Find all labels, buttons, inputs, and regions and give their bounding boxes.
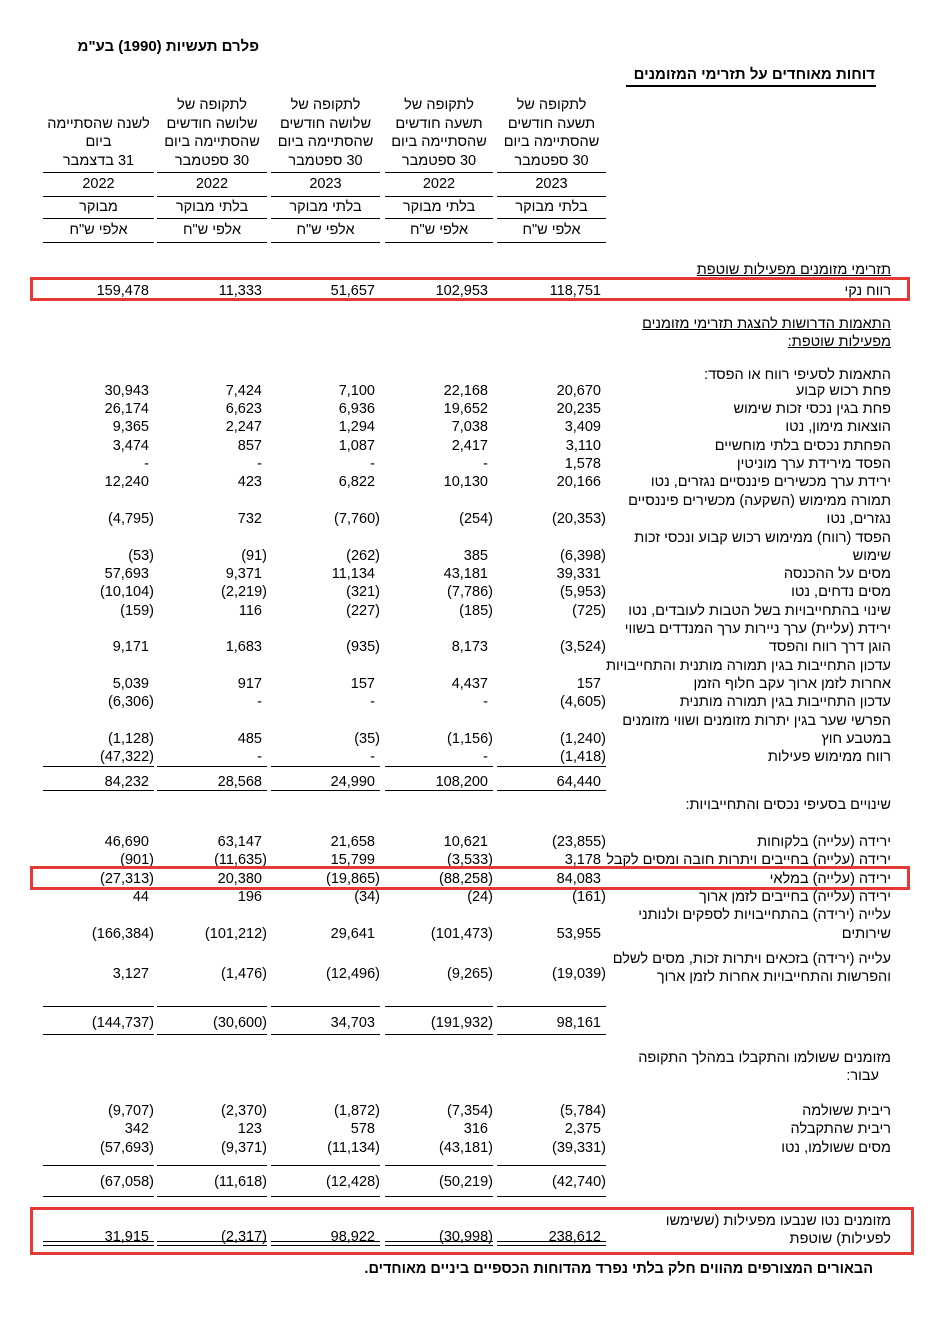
column-sum-rule: [385, 1034, 493, 1035]
cell-value: 10,130: [443, 474, 488, 490]
cell-value: 485: [237, 731, 262, 747]
column-period-line: 30 ספטמבר: [288, 152, 363, 169]
cell-value: 6,623: [225, 401, 262, 417]
column-sum-rule: [271, 1196, 380, 1197]
section-heading: התאמות לסעיפי רווח או הפסד:: [704, 367, 891, 383]
row-label: ירידת (עליית) ערך ניירות ערך המנדדים בשווי: [624, 621, 891, 637]
column-unit: אלפי ש"ח: [69, 222, 128, 238]
cell-value: (7,354): [447, 1103, 493, 1119]
cell-value: (191,932): [430, 1015, 493, 1031]
column-sum-rule: [497, 1006, 606, 1007]
column-audit-status: מבוקר: [79, 199, 118, 215]
column-period-line: 31 בדצמבר: [62, 152, 135, 169]
column-sum-rule: [157, 1165, 267, 1166]
column-period-line: שהסתיימה ביום: [391, 134, 487, 150]
section-heading: מזומנים ששולמו והתקבלו במהלך התקופה: [638, 1050, 891, 1066]
column-period-line: שהסתיימה ביום: [164, 134, 260, 150]
row-label: עלייה (ירידה) בזכאים ויתרות זכות, מסים לשלם: [612, 951, 891, 967]
cell-value: 46,690: [104, 834, 149, 850]
row-label: שינוי בהתחייבויות בשל הטבות לעובדים, נטו: [628, 603, 891, 619]
row-label-continued: אחרות לזמן ארוך עקב חלוף הזמן: [693, 676, 891, 692]
cell-value: 157: [350, 676, 375, 692]
cell-value: (12,428): [325, 1174, 380, 1190]
column-sum-rule: [43, 1196, 154, 1197]
cell-value: (9,371): [221, 1140, 267, 1156]
column-sum-rule: [271, 1034, 380, 1035]
row-label: ירידה (עלייה) בלקוחות: [757, 834, 891, 850]
column-unit: אלפי ש"ח: [296, 222, 355, 238]
row-label: מזומנים נטו שנבעו מפעילות (ששימשו: [665, 1213, 891, 1229]
cell-value: 39,331: [556, 566, 601, 582]
cell-value: (1,240): [560, 731, 606, 747]
cell-value: (321): [346, 584, 380, 600]
column-audit-status: בלתי מבוקר: [515, 199, 588, 215]
row-label-continued: לפעילות) שוטפת: [789, 1231, 891, 1247]
cell-value: 2,375: [564, 1121, 601, 1137]
cell-value: (6,306): [108, 694, 154, 710]
cell-value: (1,156): [447, 731, 493, 747]
cell-value: 24,990: [330, 774, 375, 790]
column-sum-rule: [497, 790, 606, 791]
highlight-inventory: [30, 866, 910, 890]
column-header-rule: [43, 196, 154, 197]
column-sum-rule: [271, 1006, 380, 1007]
column-header-rule: [271, 172, 380, 173]
cell-value: 857: [237, 438, 262, 454]
column-sum-rule: [497, 766, 606, 767]
cell-value: (5,953): [560, 584, 606, 600]
cell-value: (2,317): [221, 1229, 267, 1245]
cell-value: 3,127: [112, 966, 149, 982]
column-header-rule: [271, 242, 380, 243]
row-label: פחת בגין נכסי זכות שימוש: [733, 401, 891, 417]
row-label: הפסד מירידת ערך מוניטין: [736, 456, 891, 472]
column-header-rule: [497, 218, 606, 219]
cell-value: 159,478: [96, 283, 149, 299]
cell-value: -: [370, 694, 375, 710]
cell-value: (53): [128, 548, 154, 564]
cell-value: 57,693: [104, 566, 149, 582]
cell-value: (7,760): [334, 511, 380, 527]
cell-value: (57,693): [99, 1140, 154, 1156]
column-header-rule: [271, 196, 380, 197]
cell-value: 3,178: [564, 852, 601, 868]
cell-value: 30,943: [104, 383, 149, 399]
cell-value: 7,100: [338, 383, 375, 399]
column-sum-rule: [157, 790, 267, 791]
row-label: עלייה (ירידה) בהתחייבויות לספקים ולנותני: [638, 907, 891, 923]
column-sum-rule: [43, 790, 154, 791]
column-header-rule: [157, 242, 267, 243]
column-sum-rule: [385, 1165, 493, 1166]
cell-value: 22,168: [443, 383, 488, 399]
cell-value: (42,740): [551, 1174, 606, 1190]
row-label: ירידה (עלייה) בחייבים ויתרות חובה ומסים לקבל: [606, 852, 891, 868]
cell-value: (101,473): [430, 926, 493, 942]
cell-value: 917: [237, 676, 262, 692]
section-heading: שינויים בסעיפי נכסים והתחייבויות:: [685, 797, 891, 813]
cell-value: 63,147: [217, 834, 262, 850]
cell-value: 51,657: [330, 283, 375, 299]
cell-value: 34,703: [330, 1015, 375, 1031]
column-period-line: תשעה חודשים: [507, 115, 596, 132]
cell-value: 342: [124, 1121, 149, 1137]
cell-value: (43,181): [438, 1140, 493, 1156]
cell-value: -: [257, 694, 262, 710]
row-label: פחת רכוש קבוע: [795, 383, 891, 399]
column-year: 2022: [82, 176, 115, 192]
cell-value: (11,134): [327, 1140, 380, 1156]
column-sum-rule: [497, 1034, 606, 1035]
cell-value: 116: [238, 603, 262, 619]
cell-value: 9,365: [112, 419, 149, 435]
row-label-continued: נגזרים, נטו: [826, 511, 891, 527]
cell-value: (4,605): [560, 694, 606, 710]
column-audit-status: בלתי מבוקר: [402, 199, 476, 215]
cell-value: 53,955: [556, 926, 601, 942]
cell-value: 15,799: [330, 852, 375, 868]
company-name: פלרם תעשיות (1990) בע"מ: [77, 38, 259, 55]
row-label: הוצאות מימון, נטו: [785, 419, 891, 435]
column-period-line: שהסתיימה ביום: [503, 134, 600, 150]
column-sum-rule: [43, 1034, 154, 1035]
column-period-line: לשנה שהסתיימה: [47, 115, 150, 132]
column-sum-rule: [43, 766, 154, 767]
row-label-continued: והפרשות והתחייבויות אחרות לזמן ארוך: [656, 969, 891, 985]
cell-value: (20,353): [551, 511, 606, 527]
cell-value: 2,417: [451, 438, 488, 454]
cell-value: (39,331): [551, 1140, 606, 1156]
cell-value: (1,872): [334, 1103, 380, 1119]
column-header-rule: [497, 196, 606, 197]
cell-value: 1,683: [225, 639, 262, 655]
column-header-rule: [497, 242, 606, 243]
row-label: הפסד (רווח) ממימוש רכוש קבוע ונכסי זכות: [634, 530, 891, 546]
row-label: רווח נקי: [844, 283, 891, 299]
cell-value: 43,181: [443, 566, 488, 582]
cell-value: 20,670: [556, 383, 601, 399]
column-period-line: ביום: [85, 134, 112, 150]
column-header-rule: [43, 242, 154, 243]
cell-value: -: [257, 749, 262, 765]
cell-value: 108,200: [435, 774, 488, 790]
cell-value: (24): [467, 889, 493, 905]
cell-value: (3,524): [560, 639, 606, 655]
column-sum-rule: [385, 790, 493, 791]
cell-value: 3,474: [112, 438, 149, 454]
section-heading: עבור:: [846, 1068, 879, 1084]
column-period-line: 30 ספטמבר: [514, 152, 589, 169]
cell-value: (67,058): [99, 1174, 154, 1190]
column-header-rule: [157, 196, 267, 197]
column-sum-rule: [385, 766, 493, 767]
cell-value: 316: [463, 1121, 488, 1137]
column-unit: אלפי ש"ח: [522, 222, 581, 238]
cell-value: 7,424: [225, 383, 262, 399]
cell-value: 12,240: [104, 474, 149, 490]
column-sum-rule: [43, 1006, 154, 1007]
section-heading: התאמות הדרושות להצגת תזרימי מזומנים: [642, 316, 891, 332]
cell-value: (2,370): [221, 1103, 267, 1119]
column-sum-rule: [271, 790, 380, 791]
row-label: עדכון התחייבות בגין תמורה מותנית: [679, 694, 891, 710]
cell-value: (1,128): [108, 731, 154, 747]
cell-value: 28,568: [217, 774, 262, 790]
title-underline: [626, 85, 876, 87]
column-header-rule: [271, 218, 380, 219]
cell-value: 98,922: [330, 1229, 375, 1245]
cell-value: 4,437: [451, 676, 488, 692]
row-label: ירידת ערך מכשירים פיננסיים נגזרים, נטו: [650, 474, 891, 490]
cell-value: -: [370, 456, 375, 472]
cell-value: 9,371: [225, 566, 262, 582]
column-period-line: לתקופה של: [404, 97, 474, 113]
cell-value: 64,440: [556, 774, 601, 790]
cell-value: (3,533): [447, 852, 493, 868]
cell-value: (144,737): [91, 1015, 154, 1031]
column-period-line: לתקופה של: [290, 97, 361, 113]
column-sum-rule: [157, 1034, 267, 1035]
column-sum-rule: [497, 1196, 606, 1197]
cell-value: 8,173: [451, 639, 488, 655]
report-title: דוחות מאוחדים על תזרימי המזומנים: [633, 66, 875, 83]
cell-value: 1,294: [338, 419, 375, 435]
cell-value: (9,265): [447, 966, 493, 982]
row-label: ריבית ששולמה: [802, 1103, 891, 1119]
column-header-rule: [43, 218, 154, 219]
cell-value: 21,658: [330, 834, 375, 850]
cell-value: 423: [237, 474, 262, 490]
row-label: ירידה (עלייה) במלאי: [769, 871, 891, 887]
cell-value: (19,865): [325, 871, 380, 887]
cell-value: 84,232: [104, 774, 149, 790]
column-unit: אלפי ש"ח: [182, 222, 242, 238]
cell-value: 118,751: [549, 283, 601, 299]
column-header-rule: [157, 172, 267, 173]
cell-value: 26,174: [104, 401, 149, 417]
column-sum-rule: [497, 1165, 606, 1166]
cell-value: 196: [237, 889, 262, 905]
column-header-rule: [385, 242, 493, 243]
cell-value: (27,313): [99, 871, 154, 887]
column-period-line: תשעה חודשים: [395, 115, 483, 132]
cell-value: (901): [120, 852, 154, 868]
cell-value: (47,322): [99, 749, 154, 765]
cell-value: 7,038: [451, 419, 488, 435]
cell-value: (725): [572, 603, 606, 619]
row-label: מסים על ההכנסה: [783, 566, 891, 582]
cell-value: (161): [572, 889, 606, 905]
cell-value: 84,083: [556, 871, 601, 887]
cell-value: (91): [241, 548, 267, 564]
cell-value: (19,039): [551, 966, 606, 982]
cell-value: (30,998): [438, 1229, 493, 1245]
cell-value: 20,380: [217, 871, 262, 887]
column-sum-rule: [157, 1006, 267, 1007]
cell-value: 5,039: [112, 676, 149, 692]
cell-value: 11,134: [331, 566, 375, 582]
cell-value: (1,418): [560, 749, 606, 765]
cell-value: (10,104): [99, 584, 154, 600]
highlight-net-cash-operating: [30, 1207, 914, 1255]
cell-value: (35): [354, 731, 380, 747]
cell-value: 6,936: [338, 401, 375, 417]
cell-value: (88,258): [438, 871, 493, 887]
cell-value: 1,087: [338, 438, 375, 454]
cell-value: 11,333: [218, 283, 262, 299]
cell-value: 44: [132, 889, 149, 905]
cell-value: 3,409: [564, 419, 601, 435]
cell-value: 98,161: [556, 1015, 601, 1031]
row-label: תמורה ממימוש (השקעה) מכשירים פיננסיים: [628, 493, 891, 509]
column-year: 2022: [195, 176, 229, 192]
column-sum-rule: [271, 1165, 380, 1166]
row-label: מסים נדחים, נטו: [791, 584, 891, 600]
cell-value: (166,384): [91, 926, 154, 942]
cell-value: -: [257, 456, 262, 472]
column-sum-rule: [385, 1006, 493, 1007]
section-heading: תזרימי מזומנים מפעילות שוטפת: [696, 262, 891, 278]
column-sum-rule: [385, 1196, 493, 1197]
column-sum-rule: [157, 1196, 267, 1197]
cell-value: (6,398): [560, 548, 606, 564]
row-label: ירידה (עלייה) בחייבים לזמן ארוך: [698, 889, 891, 905]
column-period-line: שלושה חודשים: [279, 115, 372, 132]
row-label: ריבית שהתקבלה: [790, 1121, 891, 1137]
cell-value: 102,953: [435, 283, 488, 299]
cell-value: 20,166: [556, 474, 601, 490]
cell-value: (159): [120, 603, 154, 619]
cell-value: -: [483, 749, 488, 765]
cell-value: (4,795): [108, 511, 154, 527]
cell-value: (34): [354, 889, 380, 905]
cell-value: 2,247: [225, 419, 262, 435]
column-sum-rule: [43, 1165, 154, 1166]
cell-value: (262): [346, 548, 380, 564]
cell-value: 1,578: [564, 456, 601, 472]
column-unit: אלפי ש"ח: [409, 222, 469, 238]
cell-value: (23,855): [551, 834, 606, 850]
cell-value: 29,641: [330, 926, 375, 942]
footnote: הבאורים המצורפים מהווים חלק בלתי נפרד מהדוחות הכספיים ביניים מאוחדים.: [364, 1261, 873, 1277]
row-label: מסים ששולמו, נטו: [781, 1140, 891, 1156]
row-label: הפרשי שער בגין יתרות מזומנים ושווי מזומנים: [622, 713, 891, 729]
cell-value: (7,786): [447, 584, 493, 600]
column-year: 2022: [422, 176, 456, 192]
column-sum-rule: [271, 766, 380, 767]
column-header-rule: [385, 196, 493, 197]
cell-value: (935): [346, 639, 380, 655]
cell-value: -: [370, 749, 375, 765]
column-year: 2023: [535, 176, 568, 192]
column-header-rule: [43, 172, 154, 173]
row-label: הפחתת נכסים בלתי מוחשיים: [714, 438, 891, 454]
cell-value: 19,652: [443, 401, 488, 417]
cell-value: (254): [459, 511, 493, 527]
section-heading: מפעילות שוטפת:: [787, 334, 891, 350]
row-label-continued: הוגן דרך רווח והפסד: [768, 639, 891, 655]
cell-value: 732: [237, 511, 262, 527]
cell-value: 123: [237, 1121, 262, 1137]
row-label-continued: שימוש: [852, 548, 891, 564]
cell-value: (9,707): [108, 1103, 154, 1119]
row-label: רווח ממימוש פעילות: [767, 749, 891, 765]
column-sum-rule: [157, 766, 267, 767]
cell-value: (101,212): [204, 926, 267, 942]
cell-value: 385: [463, 548, 488, 564]
column-period-line: שהסתיימה ביום: [277, 134, 374, 150]
cell-value: -: [483, 694, 488, 710]
cell-value: 238,612: [548, 1229, 601, 1245]
column-period-line: שלושה חודשים: [166, 115, 258, 132]
cell-value: 20,235: [556, 401, 601, 417]
row-label-continued: במטבע חוץ: [821, 731, 891, 747]
cell-value: 9,171: [112, 639, 149, 655]
column-audit-status: בלתי מבוקר: [289, 199, 362, 215]
cell-value: (1,476): [221, 966, 267, 982]
column-audit-status: בלתי מבוקר: [175, 199, 249, 215]
column-header-rule: [385, 172, 493, 173]
cell-value: (11,635): [214, 852, 267, 868]
column-period-line: 30 ספטמבר: [401, 152, 477, 169]
cell-value: (30,600): [212, 1015, 267, 1031]
cell-value: (11,618): [214, 1174, 267, 1190]
cell-value: 6,822: [338, 474, 375, 490]
column-header-rule: [385, 218, 493, 219]
column-period-line: לתקופה של: [516, 97, 587, 113]
column-header-rule: [157, 218, 267, 219]
highlight-net-profit: [30, 277, 910, 301]
cell-value: (50,219): [438, 1174, 493, 1190]
cell-value: (2,219): [221, 584, 267, 600]
row-label-continued: שירותים: [841, 926, 891, 942]
cell-value: -: [144, 456, 149, 472]
cell-value: 157: [576, 676, 601, 692]
column-period-line: לתקופה של: [177, 97, 247, 113]
row-label: עדכון התחייבות בגין תמורה מותנית והתחייבויות: [605, 658, 891, 674]
cell-value: (12,496): [325, 966, 380, 982]
cell-value: (5,784): [560, 1103, 606, 1119]
cell-value: (185): [459, 603, 493, 619]
cell-value: 31,915: [104, 1229, 149, 1245]
cell-value: 578: [350, 1121, 375, 1137]
cell-value: -: [483, 456, 488, 472]
column-header-rule: [497, 172, 606, 173]
column-period-line: 30 ספטמבר: [174, 152, 250, 169]
cell-value: 10,621: [443, 834, 488, 850]
cell-value: (227): [346, 603, 380, 619]
column-year: 2023: [309, 176, 342, 192]
cell-value: 3,110: [565, 438, 601, 454]
